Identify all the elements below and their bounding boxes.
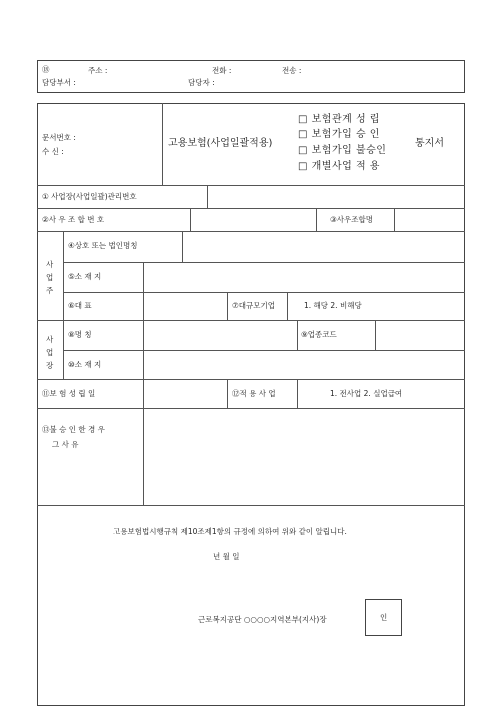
col-ins-a: [143, 379, 144, 408]
recipient-label: 수 신 :: [42, 147, 64, 156]
notice-text: 고용보험법시행규칙 제10조제1항의 규정에 의하여 위와 같이 알립니다.: [113, 527, 347, 536]
rule-231: [37, 231, 465, 232]
option-disapproval: □ 보험가입 불승인: [298, 145, 387, 156]
date-text: 년 월 일: [213, 552, 240, 561]
manager-label: 담당자 :: [188, 78, 215, 87]
disapproval-reason-label-1: ⑬불 승 인 한 경 우: [42, 425, 105, 434]
large-company-label: ⑦대규모기업: [232, 301, 275, 310]
col-ins-c: [297, 379, 298, 408]
option-approval: □ 보험가입 승 인: [298, 129, 380, 140]
notice-label: 통지서: [415, 138, 444, 149]
option-individual: □ 개별사업 적 용: [298, 161, 380, 172]
rule-350: [63, 350, 465, 351]
rule-208: [37, 208, 465, 209]
issuer-text: 근로복지공단 ○○○○지역본부(지사)장: [198, 615, 327, 624]
col-large-b: [287, 292, 288, 320]
fax-label: 전송 :: [282, 66, 302, 75]
col-label: [143, 262, 144, 320]
workplace-group-label: 사 업 장: [46, 335, 54, 370]
mgmt-number-label: ① 사업장(사업일괄)관리번호: [42, 192, 137, 201]
union-number-label: ②사 우 조 합 번 호: [42, 215, 105, 224]
rule-262: [63, 262, 465, 263]
col-industry-a: [297, 320, 298, 350]
top-info-box: [37, 60, 465, 93]
rule-379: [37, 379, 465, 380]
rule-292: [63, 292, 465, 293]
large-company-options: 1. 해당 2. 비해당: [304, 301, 362, 310]
col-wp-label: [143, 320, 144, 379]
col-ins-b: [227, 379, 228, 408]
option-establish: □ 보험관계 성 립: [298, 114, 380, 125]
rule-185: [37, 185, 465, 186]
applicable-business-label: ⑫적 용 사 업: [232, 389, 276, 398]
industry-code-label: ⑨업종코드: [301, 330, 337, 339]
col-union-b: [316, 208, 317, 231]
disapproval-reason-label-2: 그 사 유: [52, 440, 79, 449]
phone-label: 전화 :: [212, 66, 232, 75]
col-union-a: [190, 208, 191, 231]
company-name-label: ④상호 또는 법인명칭: [68, 241, 138, 250]
col-large-a: [227, 292, 228, 320]
main-title: 고용보험(사업일괄적용): [168, 138, 273, 149]
insurance-date-label: ⑪보 험 성 립 일: [42, 389, 96, 398]
address-label: 주소 :: [88, 66, 108, 75]
col-union-c: [394, 208, 395, 231]
department-label: 담당부서 :: [42, 78, 76, 87]
col-industry-b: [375, 320, 376, 350]
rule-408: [37, 408, 465, 409]
col-company: [182, 231, 183, 262]
workplace-location-label: ⑩소 재 지: [68, 360, 102, 369]
col-reason: [143, 408, 144, 505]
workplace-name-label: ⑧명 칭: [68, 330, 92, 339]
col-group: [63, 231, 64, 379]
applicable-options: 1. 전사업 2. 실업급여: [330, 389, 403, 398]
rule-320: [37, 320, 465, 321]
stamp-mark: ⑱: [42, 65, 50, 74]
rule-505: [37, 505, 465, 506]
doc-number-label: 문서번호 :: [42, 133, 76, 142]
header-divider: [162, 103, 163, 185]
business-owner-group-label: 사 업 주: [46, 260, 54, 295]
seal-text: 인: [380, 613, 388, 622]
union-name-label: ③사우조합명: [330, 215, 373, 224]
owner-location-label: ⑤소 재 지: [68, 272, 102, 281]
col-mgmt: [207, 185, 208, 208]
representative-label: ⑥대 표: [68, 301, 92, 310]
